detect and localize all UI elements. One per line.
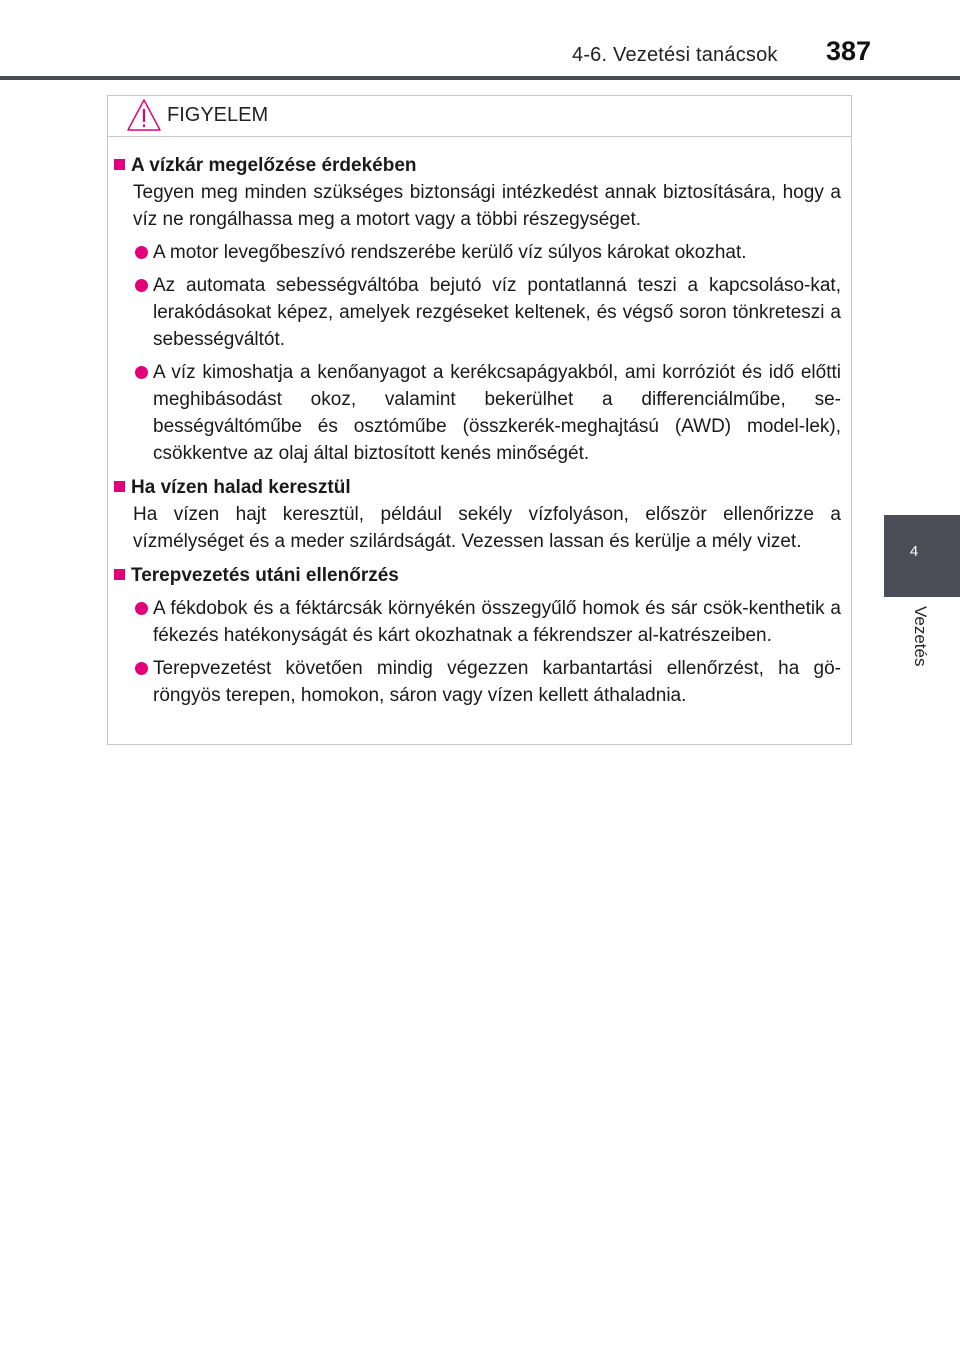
section-heading: Terepvezetés utáni ellenőrzés — [114, 562, 853, 589]
warning-header — [108, 96, 851, 137]
list-item: A víz kimoshatja a kenőanyagot a kerékcsapágyakból, ami korróziót és idő előtti meghibásodást okoz, valamint bekerülhet a differenciálműbe, se-bességváltóműbe és osztóműbe (összkerék-meghajtású (AWD) model-lek), csökkentve az olaj által biztosított kenés minőségét. — [153, 359, 841, 467]
round-bullet-icon — [135, 602, 148, 615]
section-paragraph: Tegyen meg minden szükséges biztonsági intézkedést annak biztosítására, hogy a víz ne rongálhassa meg a motort vagy a többi részegységet. — [133, 182, 841, 230]
round-bullet-icon — [135, 279, 148, 292]
section-heading: Ha vízen halad keresztül — [114, 474, 853, 501]
chapter-label: Vezetés — [911, 606, 930, 667]
warning-content — [108, 152, 853, 709]
chapter-tab — [884, 515, 960, 597]
section-heading: A vízkár megelőzése érdekében — [114, 152, 853, 179]
warning-title: FIGYELEM — [167, 104, 269, 126]
header-rule — [0, 76, 960, 80]
round-bullet-icon — [135, 246, 148, 259]
square-bullet-icon — [114, 569, 125, 580]
page-number: 387 — [826, 36, 872, 66]
list-item: Terepvezetést követően mindig végezzen karbantartási ellenőrzést, ha gö-röngyös terepen, homokon, sáron vagy vízen kellett áthaladnia. — [153, 655, 841, 709]
list-item: Az automata sebességváltóba bejutó víz pontatlanná teszi a kapcsoláso-kat, lerakódásokat képez, amelyek rezgéseket keltenek, és végső soron tönkreteszi a sebességváltót. — [153, 272, 841, 353]
chapter-number: 4 — [909, 543, 919, 560]
warning-triangle-icon — [126, 98, 162, 132]
round-bullet-icon — [135, 366, 148, 379]
square-bullet-icon — [114, 481, 125, 492]
round-bullet-icon — [135, 662, 148, 675]
warning-box — [107, 95, 852, 745]
list-item: A fékdobok és a féktárcsák környékén összegyűlő homok és sár csök-kenthetik a fékezés hatékonyságát és kárt okozhatnak a fékrendszer al-katrészeiben. — [153, 595, 841, 649]
section-title: 4-6. Vezetési tanácsok — [572, 44, 778, 66]
square-bullet-icon — [114, 159, 125, 170]
list-item: A motor levegőbeszívó rendszerébe kerülő víz súlyos károkat okozhat. — [153, 239, 841, 266]
section-paragraph: Ha vízen hajt keresztül, például sekély vízfolyáson, először ellenőrizze a vízmélységet és a meder szilárdságát. Vezessen lassan és kerülje a mély vizet. — [133, 504, 841, 552]
